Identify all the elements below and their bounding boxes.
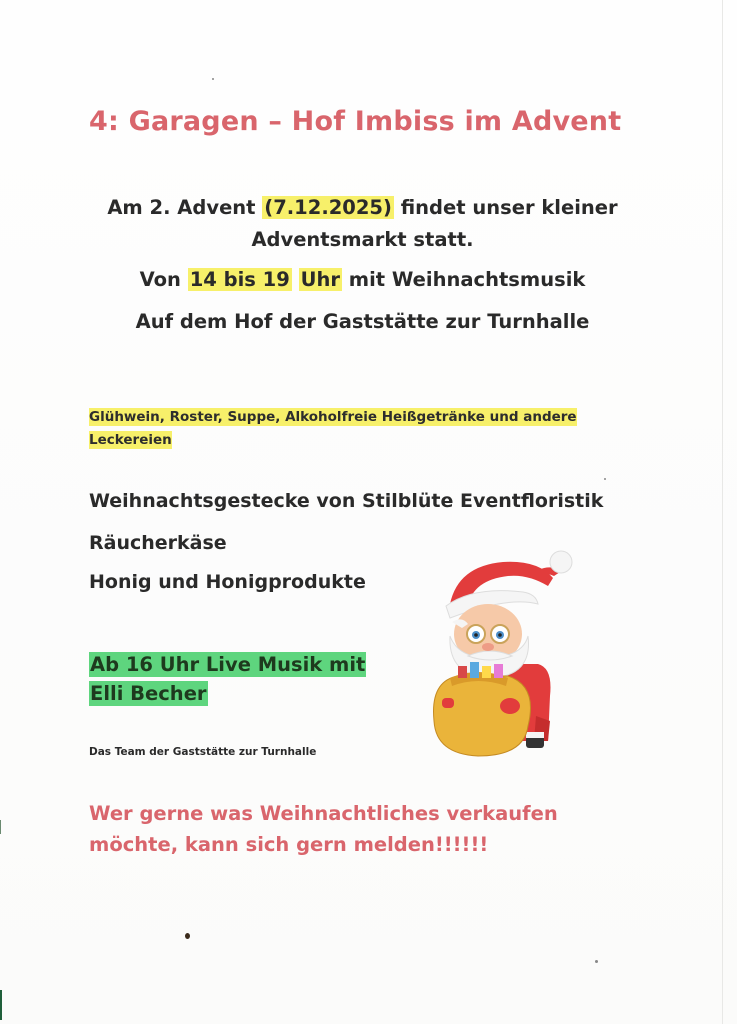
event-date: (7.12.2025) [264,196,392,219]
call-line: Wer gerne was Weihnachtliches verkaufen [89,802,558,825]
music-line: Ab 16 Uhr Live Musik mit [90,653,366,676]
event-time: 14 bis 19 [189,268,290,291]
offer-item: Honig und Honigprodukte [89,571,366,593]
vendor-call [89,798,609,860]
intro-text: findet unser kleiner [393,196,618,219]
flyer-title: 4: Garagen – Hof Imbiss im Advent [89,106,622,137]
scan-edge-mark [0,820,1,834]
scan-speck [604,478,606,480]
intro-text: mit Weihnachtsmusik [341,268,586,291]
offer-item: Weihnachtsgestecke von Stilblüte Eventfloristik [89,490,604,512]
team-signature: Das Team der Gaststätte zur Turnhalle [89,746,317,758]
intro-line-4: Auf dem Hof der Gaststätte zur Turnhalle [135,310,590,333]
food-list [89,406,589,452]
intro-text: Von [139,268,188,291]
live-music-note [89,650,389,708]
intro-line-3 [20,268,705,291]
scan-speck [185,933,190,939]
music-line: Elli Becher [90,682,207,705]
paper-edge [722,0,723,1024]
scan-speck [595,960,598,963]
intro-text: Am 2. Advent [107,196,263,219]
intro-text [292,268,299,291]
food-text: Glühwein, Roster, Suppe, Alkoholfreie Heißgetränke und andere Leckereien [89,409,577,448]
offer-item: Räucherkäse [89,532,227,554]
scan-edge-mark [0,990,2,1020]
intro-line-2: Adventsmarkt statt. [251,228,474,251]
santa-icon [428,546,578,766]
scan-speck [212,78,214,80]
event-time-unit: Uhr [300,268,340,291]
call-line: möchte, kann sich gern melden!!!!!! [89,833,489,856]
intro-line-1 [20,196,705,219]
